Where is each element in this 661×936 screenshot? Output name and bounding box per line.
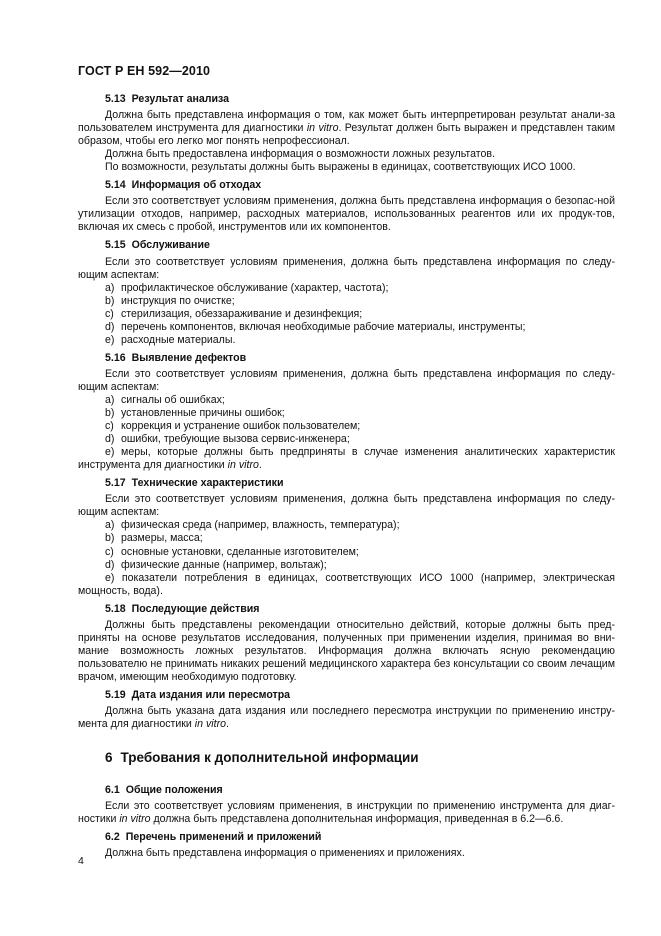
section-heading-5-16: 5.16 Выявление дефектов <box>105 351 247 364</box>
paragraph: Если это соответствует условиям применения, должна быть представлена информация по следу-ющим аспектам: <box>78 255 615 281</box>
paragraph: Если это соответствует условиям применения, должна быть представлена информация по следу-ющим аспектам: <box>78 367 615 393</box>
list-item: a) профилактическое обслуживание (характер, частота); <box>105 281 389 294</box>
list-item: d) физические данные (например, вольтаж); <box>105 558 327 571</box>
paragraph: Должна быть представлена информация о применениях и приложениях. <box>105 847 465 860</box>
list-item: b) инструкция по очистке; <box>105 294 235 307</box>
list-item: c) коррекция и устранение ошибок пользователем; <box>105 420 361 433</box>
list-item: d) ошибки, требующие вызова сервис-инженера; <box>105 433 350 446</box>
list-item: b) установленные причины ошибок; <box>105 407 285 420</box>
list-item: c) стерилизация, обеззараживание и дезинфекция; <box>105 307 363 320</box>
section-heading-5-13: 5.13 Результат анализа <box>105 93 230 105</box>
list-item: a) физическая среда (например, влажность, температура); <box>105 519 400 532</box>
paragraph: Должны быть представлены рекомендации относительно действий, которые должны быть пред-приняты на основе результатов исследования, полученных при применении изделия, принимая во вни-мание возможность ложных результатов. Информация должна включать ясную рекомендацию пользователю не принимать никаких решений медицинского характера без консультации со своим лечащим врачом, имеющим необходимую подготовку. <box>78 618 615 683</box>
paragraph: Если это соответствует условиям применения, должна быть представлена информация по следу-ющим аспектам: <box>78 493 615 519</box>
paragraph: Если это соответствует условиям применения, в инструкции по применению инструмента для диаг-ностики in vitro должна быть представлена дополнительная информация, приведенная в 6.2—6.6. <box>78 800 615 826</box>
list-item: e) показатели потребления в единицах, соответствующих ИСО 1000 (например, электрическая мощность, вода). <box>78 571 615 597</box>
section-heading-6-2: 6.2 Перечень применений и приложений <box>105 831 322 844</box>
chapter-heading-6: 6 Требования к дополнительной информации <box>105 750 419 766</box>
list-item: e) меры, которые должны быть предприняты в случае изменения аналитических характеристик инструмента для диагностики in vitro. <box>78 446 615 472</box>
paragraph: По возможности, результаты должны быть выражены в единицах, соответствующих ИСО 1000. <box>105 161 576 174</box>
paragraph: Должна быть представлена информация о том, как может быть интерпретирован результат анали-за пользователем инструмента для диагностики in vitro. Результат должен быть выражен и представлен таким образом, чтобы его легко мог понять непрофессионал. <box>78 109 615 148</box>
list-item: a) сигналы об ошибках; <box>105 393 225 406</box>
list-item: e) расходные материалы. <box>105 333 236 346</box>
section-heading-6-1: 6.1 Общие положения <box>105 784 223 797</box>
document-body <box>78 93 615 860</box>
paragraph: Должна быть указана дата издания или последнего пересмотра инструкции по применению инстру-мента для диагностики in vitro. <box>78 705 615 731</box>
list-item: b) размеры, масса; <box>105 532 203 545</box>
page-number: 4 <box>78 855 84 867</box>
paragraph: Должна быть предоставлена информация о возможности ложных результатов. <box>105 148 495 161</box>
list-item: c) основные установки, сделанные изготовителем; <box>105 545 359 558</box>
paragraph: Если это соответствует условиям применения, должна быть представлена информация о безопас-ной утилизации отходов, например, расходных материалов, использованных реагентов или их продук-тов, включая их смесь с пробой, инструментов или их компонентов. <box>78 195 615 234</box>
section-heading-5-15: 5.15 Обслуживание <box>105 239 210 252</box>
list-item: d) перечень компонентов, включая необходимые рабочие материалы, инструменты; <box>105 320 526 333</box>
section-heading-5-17: 5.17 Технические характеристики <box>105 477 284 490</box>
page-header: ГОСТ Р ЕН 592—2010 <box>78 64 211 78</box>
section-heading-5-14: 5.14 Информация об отходах <box>105 179 262 192</box>
section-heading-5-18: 5.18 Последующие действия <box>105 602 260 615</box>
section-heading-5-19: 5.19 Дата издания или пересмотра <box>105 688 291 701</box>
